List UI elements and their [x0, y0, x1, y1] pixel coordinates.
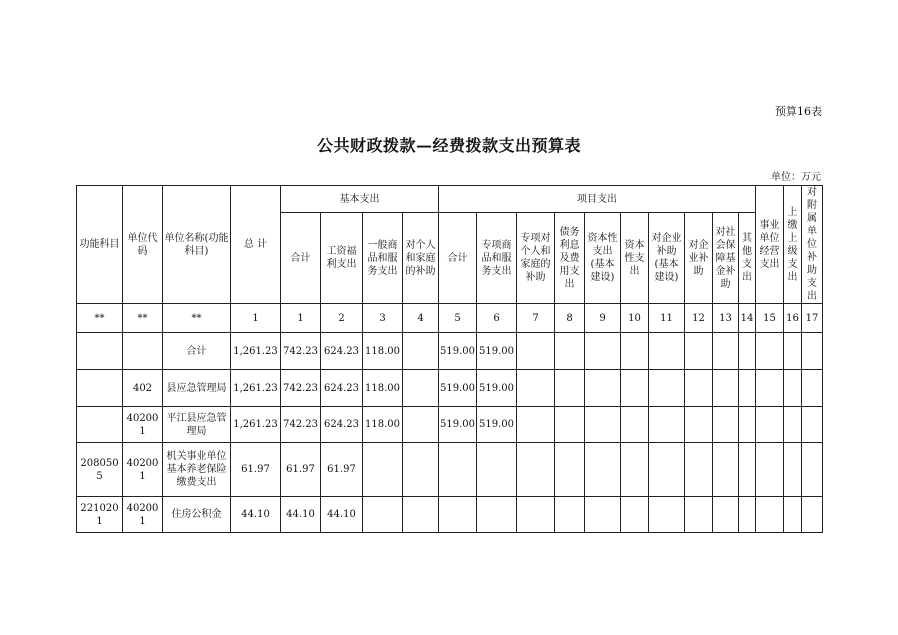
header-subsidiary: 对附属单位补助支出 — [802, 186, 823, 304]
header-project-col: 资本性支出 — [621, 213, 649, 304]
table-cell — [363, 497, 403, 533]
table-cell — [713, 370, 739, 407]
table-cell: 61.97 — [281, 443, 321, 497]
table-cell — [585, 370, 621, 407]
index-cell: 9 — [585, 304, 621, 333]
header-project-group: 项目支出 — [439, 186, 756, 213]
index-cell: 3 — [363, 304, 403, 333]
table-cell: 61.97 — [231, 443, 281, 497]
table-cell — [649, 407, 685, 443]
table-cell: 624.23 — [321, 407, 363, 443]
table-cell — [123, 333, 163, 370]
index-cell: 13 — [713, 304, 739, 333]
table-cell: 402 — [123, 370, 163, 407]
table-cell — [739, 497, 756, 533]
table-cell: 平江县应急管理局 — [163, 407, 231, 443]
table-cell — [756, 370, 784, 407]
table-cell: 118.00 — [363, 407, 403, 443]
table-cell — [802, 370, 823, 407]
table-cell — [439, 443, 477, 497]
table-body — [77, 333, 823, 533]
index-row — [77, 304, 823, 333]
table-cell — [477, 443, 517, 497]
index-cell: 16 — [784, 304, 802, 333]
table-cell: 742.23 — [281, 333, 321, 370]
table-cell: 624.23 — [321, 370, 363, 407]
table-cell — [802, 497, 823, 533]
table-cell — [649, 443, 685, 497]
index-cell: 15 — [756, 304, 784, 333]
header-total: 总 计 — [231, 186, 281, 304]
table-cell: 402001 — [123, 497, 163, 533]
table-cell: 519.00 — [439, 370, 477, 407]
table-cell: 519.00 — [477, 333, 517, 370]
table-cell: 44.10 — [231, 497, 281, 533]
page-title: 公共财政拨款—经费拨款支出预算表 — [316, 136, 581, 155]
table-cell: 61.97 — [321, 443, 363, 497]
table-cell — [403, 370, 439, 407]
table-cell — [555, 333, 585, 370]
header-project-col: 对企业补助(基本建设) — [649, 213, 685, 304]
table-cell: 519.00 — [439, 407, 477, 443]
table-cell — [555, 497, 585, 533]
header-project-col: 对企业补助 — [685, 213, 713, 304]
table-row — [77, 333, 823, 370]
index-cell: 8 — [555, 304, 585, 333]
table-cell — [621, 407, 649, 443]
table-cell — [784, 443, 802, 497]
header-project-col: 资本性支出(基本建设) — [585, 213, 621, 304]
table-cell: 742.23 — [281, 370, 321, 407]
table-cell — [739, 443, 756, 497]
index-cell: ** — [163, 304, 231, 333]
table-cell: 402001 — [123, 407, 163, 443]
index-cell: 10 — [621, 304, 649, 333]
header-basic-group: 基本支出 — [281, 186, 439, 213]
header-basic-col: 一般商品和服务支出 — [363, 213, 403, 304]
index-cell: 14 — [739, 304, 756, 333]
table-cell: 624.23 — [321, 333, 363, 370]
index-cell: 7 — [517, 304, 555, 333]
table-cell — [739, 333, 756, 370]
table-cell: 402001 — [123, 443, 163, 497]
table-cell: 1,261.23 — [231, 407, 281, 443]
table-cell — [756, 333, 784, 370]
header-unit-code: 单位代码 — [123, 186, 163, 304]
table-cell: 1,261.23 — [231, 333, 281, 370]
index-cell: 6 — [477, 304, 517, 333]
unit-label: 单位：万元 — [771, 172, 821, 183]
header-basic-col: 工资福利支出 — [321, 213, 363, 304]
table-cell — [784, 497, 802, 533]
header-project-col: 其他支出 — [739, 213, 756, 304]
table-cell — [685, 497, 713, 533]
header-unit-name: 单位名称(功能科目) — [163, 186, 231, 304]
header-project-col: 债务利息及费用支出 — [555, 213, 585, 304]
index-cell: 2 — [321, 304, 363, 333]
table-cell — [585, 443, 621, 497]
table-row — [77, 407, 823, 443]
table-cell: 519.00 — [477, 407, 517, 443]
header-func-subject: 功能科目 — [77, 186, 123, 304]
table-cell — [517, 497, 555, 533]
table-cell: 合计 — [163, 333, 231, 370]
index-cell: 11 — [649, 304, 685, 333]
index-cell: 1 — [281, 304, 321, 333]
table-cell — [77, 370, 123, 407]
table-cell — [439, 497, 477, 533]
table-cell — [713, 443, 739, 497]
table-cell — [585, 407, 621, 443]
table-cell — [585, 333, 621, 370]
table-cell — [621, 443, 649, 497]
table-cell: 519.00 — [477, 370, 517, 407]
table-cell: 1,261.23 — [231, 370, 281, 407]
table-cell — [739, 407, 756, 443]
table-cell: 118.00 — [363, 370, 403, 407]
table-cell — [713, 333, 739, 370]
header-basic-col: 对个人和家庭的补助 — [403, 213, 439, 304]
table-cell — [363, 443, 403, 497]
table-cell: 519.00 — [439, 333, 477, 370]
table-cell — [649, 497, 685, 533]
table-cell — [585, 497, 621, 533]
table-cell — [739, 370, 756, 407]
table-cell — [621, 333, 649, 370]
table-cell — [756, 407, 784, 443]
table-cell — [403, 333, 439, 370]
budget-table — [76, 185, 823, 533]
table-cell: 2210201 — [77, 497, 123, 533]
table-cell — [555, 370, 585, 407]
table-cell — [784, 370, 802, 407]
table-cell — [77, 407, 123, 443]
table-cell — [517, 370, 555, 407]
table-cell: 44.10 — [321, 497, 363, 533]
table-cell — [621, 497, 649, 533]
table-row — [77, 370, 823, 407]
header-project-col: 对社会保障基金补助 — [713, 213, 739, 304]
table-cell — [685, 370, 713, 407]
table-cell: 住房公积金 — [163, 497, 231, 533]
table-cell: 县应急管理局 — [163, 370, 231, 407]
table-cell — [477, 497, 517, 533]
table-cell — [403, 443, 439, 497]
index-cell: 4 — [403, 304, 439, 333]
table-cell — [403, 407, 439, 443]
table-cell — [621, 370, 649, 407]
table-cell — [685, 333, 713, 370]
table-cell — [756, 443, 784, 497]
header-project-col: 专项商品和服务支出 — [477, 213, 517, 304]
table-cell — [517, 407, 555, 443]
header-project-col: 合计 — [439, 213, 477, 304]
table-cell: 742.23 — [281, 407, 321, 443]
index-cell: ** — [77, 304, 123, 333]
table-cell — [517, 443, 555, 497]
header-basic-col: 合计 — [281, 213, 321, 304]
index-cell: 12 — [685, 304, 713, 333]
table-cell — [802, 407, 823, 443]
table-cell — [713, 497, 739, 533]
index-cell: 5 — [439, 304, 477, 333]
table-cell — [685, 407, 713, 443]
table-cell — [517, 333, 555, 370]
table-cell — [802, 333, 823, 370]
table-cell — [555, 443, 585, 497]
table-cell: 44.10 — [281, 497, 321, 533]
index-cell: 1 — [231, 304, 281, 333]
table-cell — [77, 333, 123, 370]
table-row — [77, 497, 823, 533]
table-cell — [784, 333, 802, 370]
table-cell — [555, 407, 585, 443]
table-cell — [784, 407, 802, 443]
index-cell: ** — [123, 304, 163, 333]
table-row — [77, 443, 823, 497]
table-cell — [403, 497, 439, 533]
table-cell: 118.00 — [363, 333, 403, 370]
header-operating: 事业单位经营支出 — [756, 186, 784, 304]
index-cell: 17 — [802, 304, 823, 333]
header-project-col: 专项对个人和家庭的补助 — [517, 213, 555, 304]
table-cell — [649, 333, 685, 370]
table-cell — [802, 443, 823, 497]
table-number: 预算16表 — [775, 105, 822, 118]
table-cell — [756, 497, 784, 533]
table-cell — [713, 407, 739, 443]
table-cell — [685, 443, 713, 497]
table-cell: 机关事业单位基本养老保险缴费支出 — [163, 443, 231, 497]
header-upper: 上缴上级支出 — [784, 186, 802, 304]
table-cell: 2080505 — [77, 443, 123, 497]
table-cell — [649, 370, 685, 407]
